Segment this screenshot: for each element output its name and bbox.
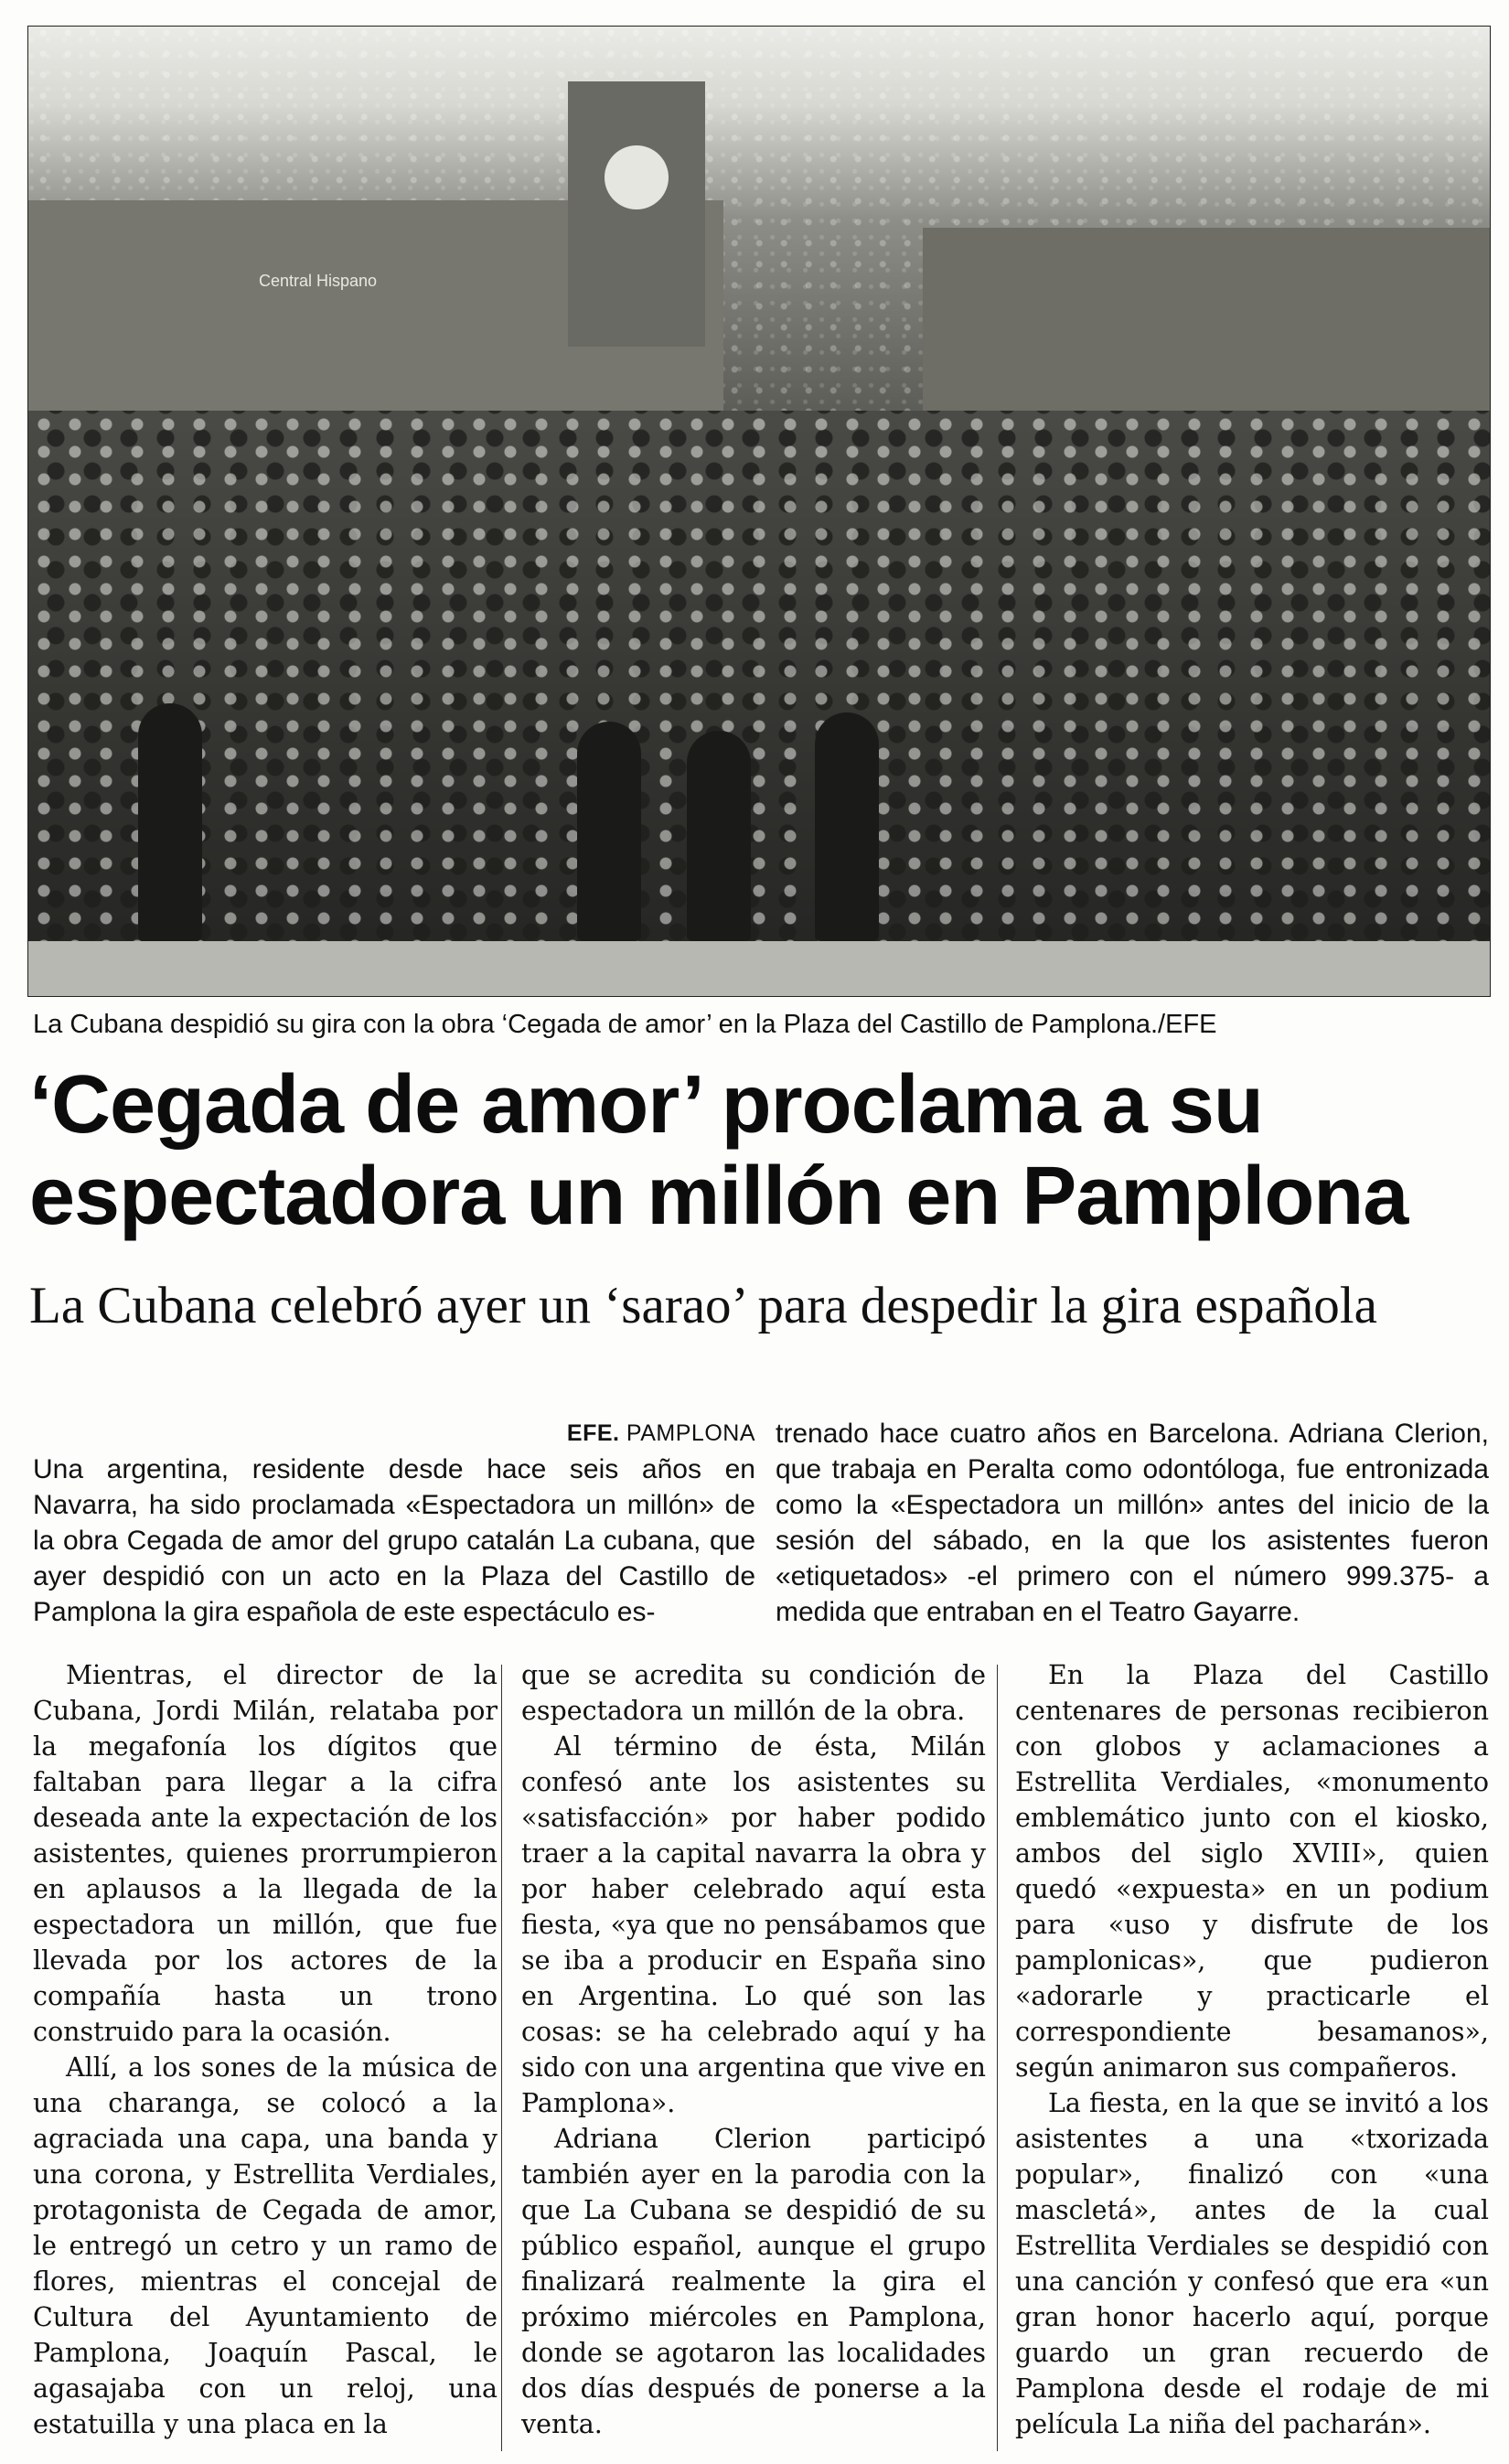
paragraph: Mientras, el director de la Cubana, Jordi Milán, relataba por la megafonía los dígitos que faltaban para llegar a la cifra deseada ante la expectación de los asistentes, quienes prorrumpieron en aplausos a la llegada de la espectadora un millón, que fue llevada por los actores de la compañía hasta un trono construido para la ocasión. (33, 1660, 498, 2047)
lede-text-2: trenado hace cuatro años en Barcelona. Adriana Clerion, que trabaja en Peralta como odontóloga, fue entronizada como la «Espectadora un millón» antes del inicio de la sesión del sábado, en la que los asistentes fueron «etiquetados» -el primero con el número 999.375- a medida que entraban en el Teatro Gayarre. (776, 1419, 1489, 1627)
paragraph: Allí, a los sones de la música de una charanga, se colocó a la agraciada una capa, una banda y una corona, y Estrellita Verdiales, protagonista de Cegada de amor, le entregó un cetro y un ramo de flores, mientras el concejal de Cultura del Ayuntamiento de Pamplona, Joaquín Pascal, le agasajaba con un reloj, una estatuilla y una placa en la (33, 2052, 498, 2439)
paragraph: En la Plaza del Castillo centenares de personas recibieron con globos y aclamaciones a Estrellita Verdiales, «monumento emblemático junto con el kiosko, ambos del siglo XVIII», quien quedó «expuesta» en un podium para «uso y disfrute de los pamplonicas», que pudieron «adorarle y practicarle el correspondiente besamanos», según animaron sus compañeros. (1015, 1660, 1489, 2083)
lede-text-1: Una argentina, residente desde hace seis años en Navarra, ha sido proclamada «Espectadora un millón» de la obra Cegada de amor del grupo catalán La cubana, que ayer despidió con un acto en la Plaza del Castillo de Pamplona la gira española de este espectáculo es- (33, 1454, 755, 1627)
body-column-2 (521, 1657, 986, 2442)
photo-caption: La Cubana despidió su gira con la obra ‘Cegada de amor’ en la Plaza del Castillo de Pamplona./EFE (33, 1010, 1217, 1039)
photo-stage (28, 941, 1490, 996)
photo-figure (687, 731, 751, 941)
headline (29, 1059, 1493, 1242)
byline (33, 1416, 755, 1452)
headline-line-2: espectadora un millón en Pamplona (29, 1151, 1408, 1242)
photo-building-sign: Central Hispano (259, 272, 378, 290)
photo-figure (577, 722, 641, 941)
subheadline: La Cubana celebró ayer un ‘sarao’ para despedir la gira española (29, 1277, 1377, 1334)
body-column-1 (33, 1657, 498, 2442)
photo-figure (815, 712, 879, 941)
paragraph: que se acredita su condición de espectadora un millón de la obra. (521, 1660, 986, 1726)
lede-part-2 (776, 1416, 1489, 1630)
byline-city: PAMPLONA (626, 1420, 755, 1446)
paragraph: Al término de ésta, Milán confesó ante los asistentes su «satisfacción» por haber podido traer a la capital navarra la obra y por haber celebrado aquí esta fiesta, «ya que no pensábamos que se iba a producir en España sino en Argentina. Lo qué son las cosas: se ha celebrado aquí y ha sido con una argentina que vive en Pamplona». (521, 1731, 986, 2118)
photo-crowd (28, 411, 1490, 996)
photo-clock (605, 145, 669, 209)
body-column-3 (1015, 1657, 1489, 2442)
headline-line-1: ‘Cegada de amor’ proclama a su (29, 1059, 1263, 1151)
byline-agency: EFE. (566, 1420, 620, 1446)
paragraph: Adriana Clerion participó también ayer en la parodia con la que La Cubana se despidió de su público español, aunque el grupo finalizará realmente la gira el próximo miércoles en Pamplona, donde se agotaron las localidades dos días después de ponerse a la venta. (521, 2124, 986, 2439)
news-photo (27, 26, 1491, 997)
paragraph: La fiesta, en la que se invitó a los asistentes a una «txorizada popular», finalizó con «una mascletá», antes de la cual Estrellita Verdiales se despidió con una canción y confesó que era «un gran honor hacerlo aquí, porque guardo un gran recuerdo de Pamplona desde el rodaje de mi película La niña del pacharán». (1015, 2088, 1489, 2439)
photo-clock-tower (568, 81, 705, 347)
column-rule (997, 1665, 998, 2451)
column-rule (501, 1665, 502, 2451)
lede-part-1 (33, 1416, 755, 1630)
photo-figure (138, 703, 202, 941)
